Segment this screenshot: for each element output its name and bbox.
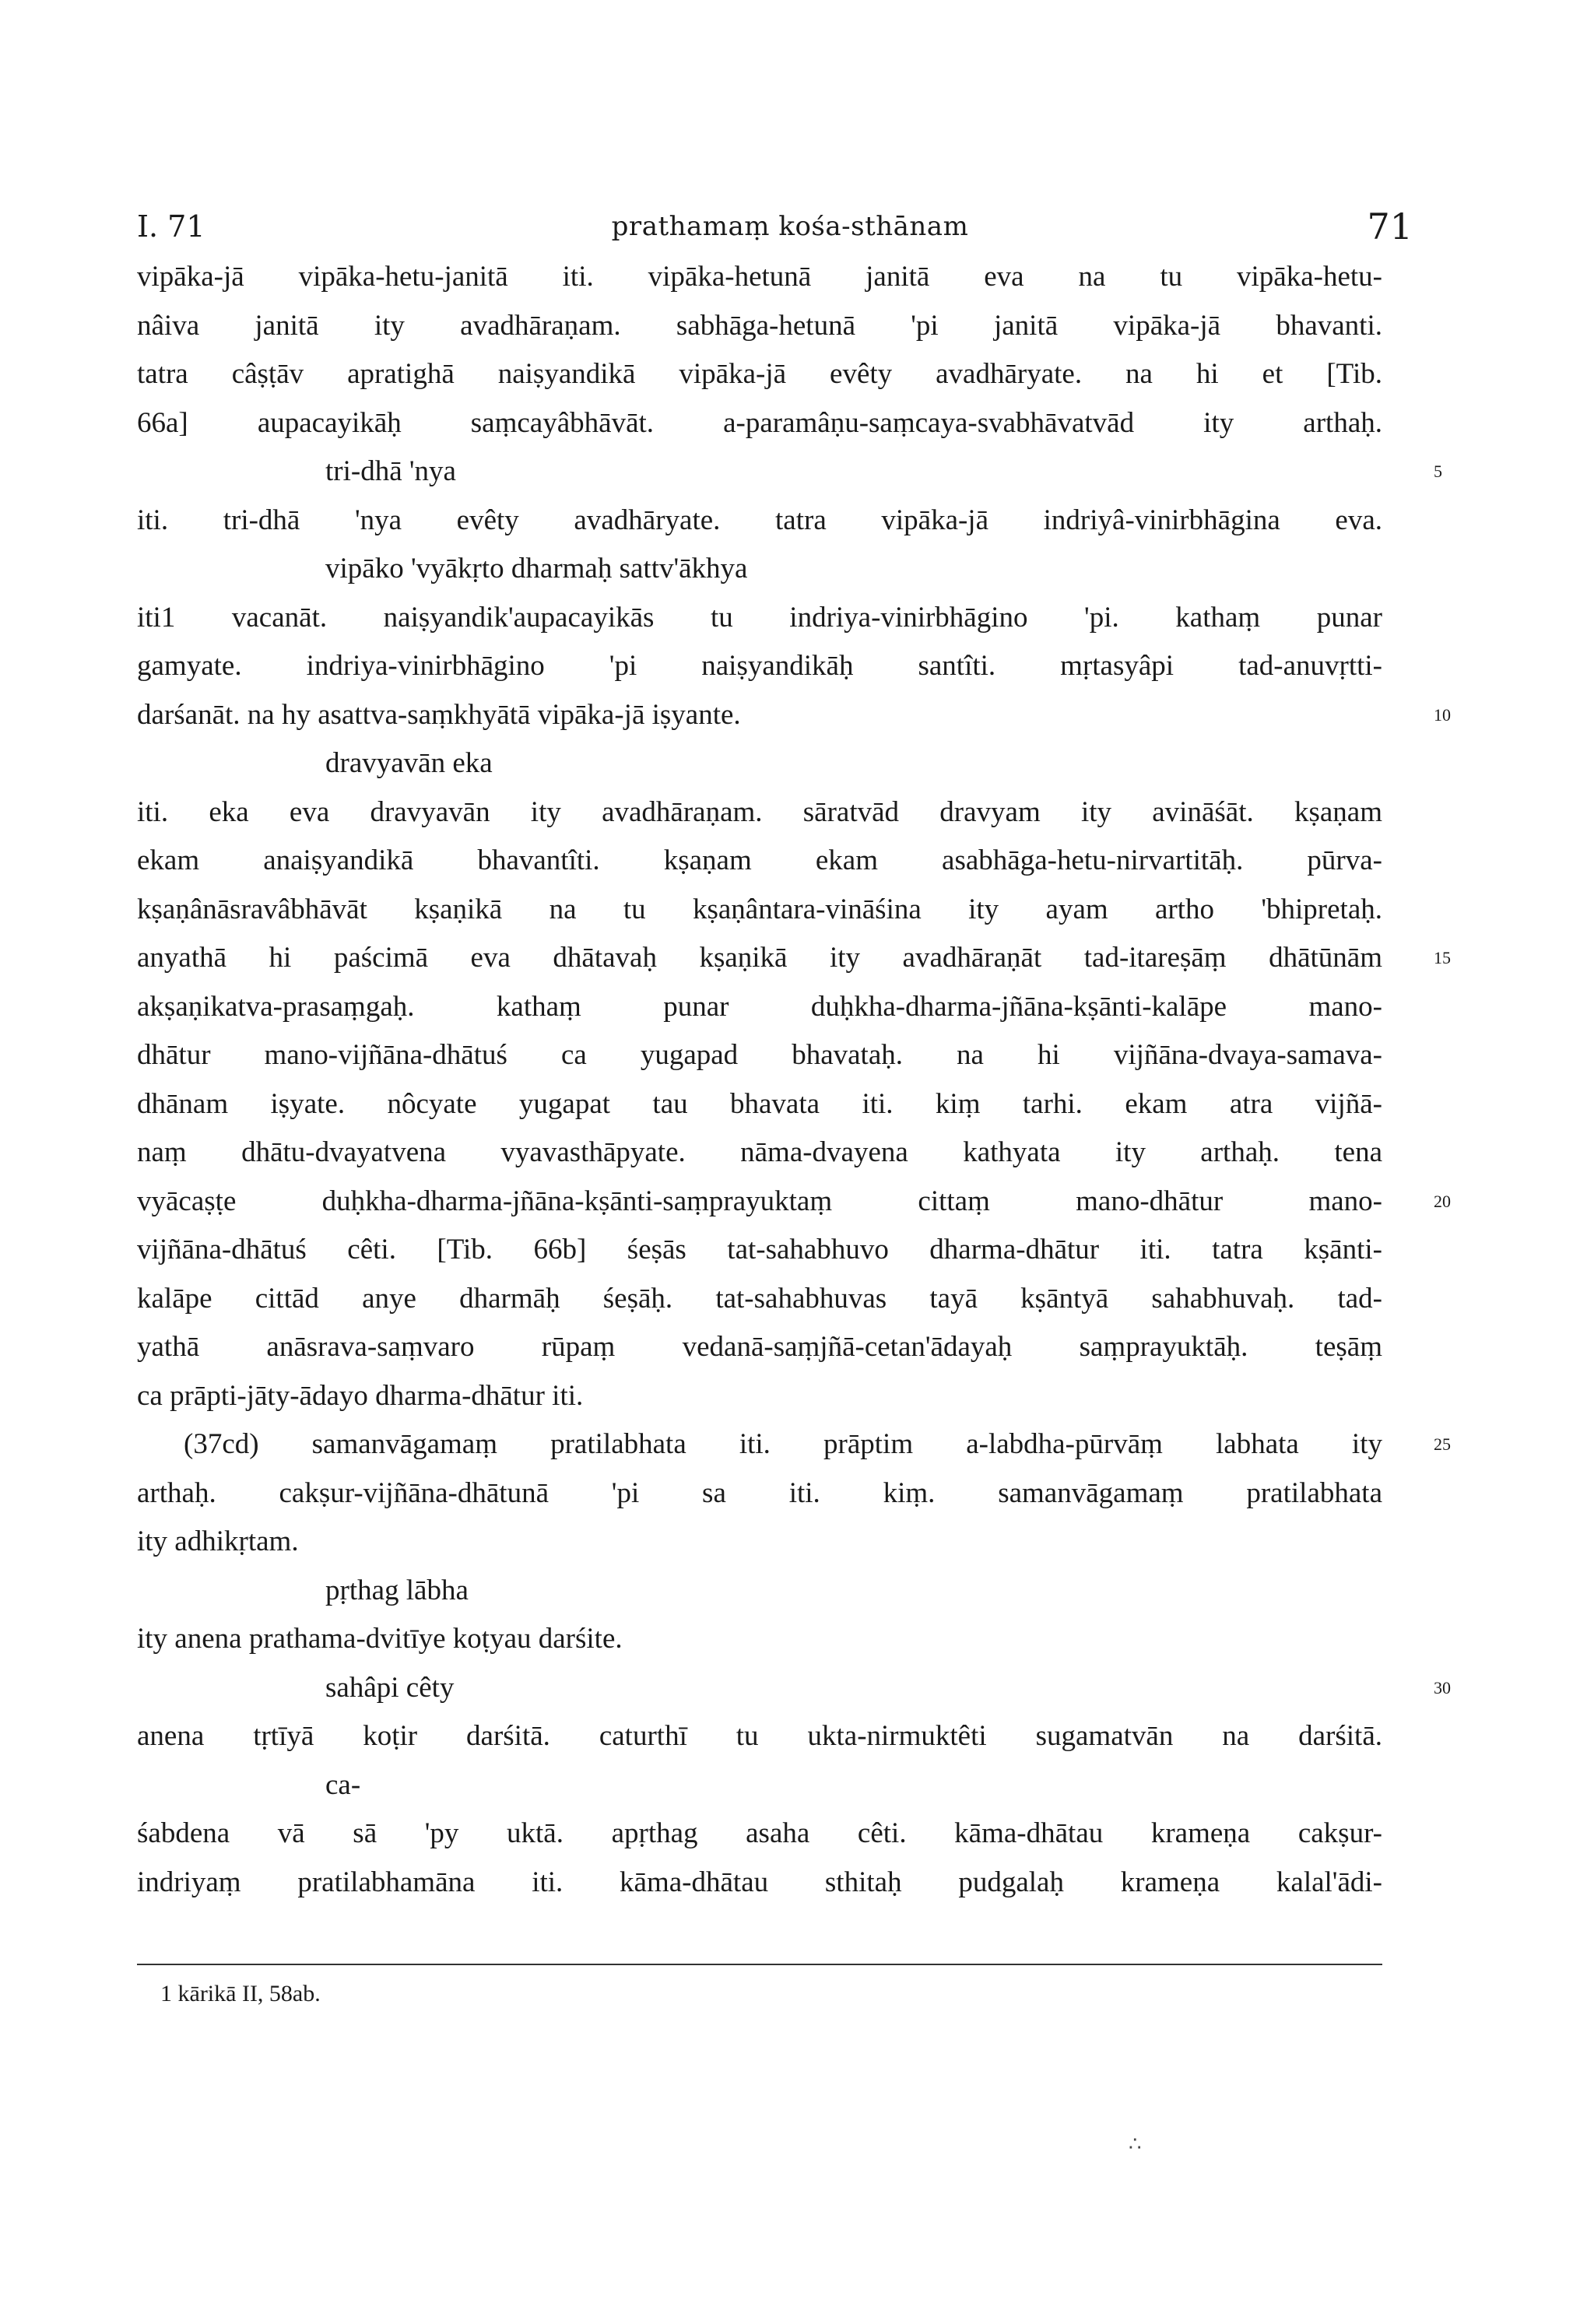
text-line: anyathā hi paścimā eva dhātavaḥ kṣaṇikā ity avadhāraṇāt tad-itareṣāṃ dhātūnām bbox=[137, 942, 1382, 974]
text-line: iti1 vacanāt. naiṣyandik'aupacayikās tu indriya-vinirbhāgino 'pi. kathaṃ punar bbox=[137, 601, 1382, 634]
line-number: 20 bbox=[1434, 1191, 1451, 1211]
text-line: nâiva janitā ity avadhāraṇam. sabhāga-hetunā 'pi janitā vipāka-jā bhavanti. bbox=[137, 309, 1382, 342]
text-line: ity adhikṛtam. bbox=[137, 1525, 299, 1557]
text-line: vijñāna-dhātuś cêti. [Tib. 66b] śeṣās tat-sahabhuvo dharma-dhātur iti. tatra kṣānti- bbox=[137, 1234, 1382, 1266]
text-line: ity anena prathama-dvitīye koṭyau darśite. bbox=[137, 1623, 623, 1655]
running-head-section: I. 71 bbox=[137, 209, 205, 244]
text-line: ekam anaiṣyandikā bhavantîti. kṣaṇam ekam asabhāga-hetu-nirvartitāḥ. pūrva- bbox=[137, 844, 1382, 876]
text-line: yathā anāsrava-saṃvaro rūpaṃ vedanā-saṃjñā-cetan'ādayaḥ saṃprayuktāḥ. teṣāṃ bbox=[137, 1331, 1382, 1363]
text-line: naṃ dhātu-dvayatvena vyavasthāpyate. nāma-dvayena kathyata ity arthaḥ. tena bbox=[137, 1136, 1382, 1168]
footnote: 1 kārikā II, 58ab. bbox=[160, 1981, 321, 2006]
text-line: akṣaṇikatva-prasaṃgaḥ. kathaṃ punar duḥkha-dharma-jñāna-kṣānti-kalāpe mano- bbox=[137, 990, 1382, 1023]
line-number: 5 bbox=[1434, 462, 1442, 481]
text-line: tatra câṣṭāv apratighā naiṣyandikā vipāka-jā evêty avadhāryate. na hi et [Tib. bbox=[137, 358, 1382, 390]
text-line: (37cd) samanvāgamaṃ pratilabhata iti. prāptim a-labdha-pūrvāṃ labhata ity bbox=[184, 1428, 1382, 1460]
line-number: 25 bbox=[1434, 1434, 1451, 1454]
text-line: indriyaṃ pratilabhamāna iti. kāma-dhātau sthitaḥ pudgalaḥ krameṇa kalal'ādi- bbox=[137, 1866, 1382, 1898]
line-number: 15 bbox=[1434, 948, 1451, 967]
text-line: tri-dhā 'nya bbox=[325, 455, 456, 487]
text-line: dhātur mano-vijñāna-dhātuś ca yugapad bhavataḥ. na hi vijñāna-dvaya-samava- bbox=[137, 1039, 1382, 1071]
text-line: gamyate. indriya-vinirbhāgino 'pi naiṣyandikāḥ santîti. mṛtasyâpi tad-anuvṛtti- bbox=[137, 650, 1382, 682]
text-line: arthaḥ. cakṣur-vijñāna-dhātunā 'pi sa iti. kiṃ. samanvāgamaṃ pratilabhata bbox=[137, 1476, 1382, 1509]
text-line: sahâpi cêty bbox=[325, 1671, 455, 1704]
text-line: kalāpe cittād anye dharmāḥ śeṣāḥ. tat-sahabhuvas tayā kṣāntyā sahabhuvaḥ. tad- bbox=[137, 1282, 1382, 1315]
text-line: anena tṛtīyā koṭir darśitā. caturthī tu ukta-nirmuktêti sugamatvān na darśitā. bbox=[137, 1720, 1382, 1752]
body-text bbox=[137, 253, 1382, 1907]
text-line: vyācaṣṭe duḥkha-dharma-jñāna-kṣānti-saṃprayuktaṃ cittaṃ mano-dhātur mano- bbox=[137, 1185, 1382, 1217]
text-line: ca prāpti-jāty-ādayo dharma-dhātur iti. bbox=[137, 1379, 584, 1412]
text-line: kṣaṇânāsravâbhāvāt kṣaṇikā na tu kṣaṇântara-vināśina ity ayam artho 'bhipretaḥ. bbox=[137, 893, 1382, 925]
text-line: dravyavān eka bbox=[325, 747, 493, 779]
running-head-title: prathamaṃ kośa-sthānam bbox=[611, 211, 969, 242]
text-line: vipāka-jā vipāka-hetu-janitā iti. vipāka-hetunā janitā eva na tu vipāka-hetu- bbox=[137, 261, 1382, 293]
text-line: pṛthag lābha bbox=[325, 1574, 469, 1606]
footnote-rule bbox=[137, 1964, 1382, 1965]
line-number: 10 bbox=[1434, 704, 1451, 725]
text-line: ca- bbox=[325, 1768, 361, 1801]
stray-mark: ∴ bbox=[1129, 2133, 1142, 2156]
text-line: śabdena vā sā 'py uktā. apṛthag asaha cêti. kāma-dhātau krameṇa cakṣur- bbox=[137, 1817, 1382, 1849]
text-line: vipāko 'vyākṛto dharmaḥ sattv'ākhya bbox=[325, 553, 748, 585]
text-line: iti. tri-dhā 'nya evêty avadhāryate. tatra vipāka-jā indriyâ-vinirbhāgina eva. bbox=[137, 504, 1382, 536]
page-number: 71 bbox=[1367, 205, 1413, 247]
text-line: darśanāt. na hy asattva-saṃkhyātā vipāka-jā iṣyante. bbox=[137, 698, 741, 731]
line-number: 30 bbox=[1434, 1677, 1451, 1697]
text-line: dhānam iṣyate. nôcyate yugapat tau bhavata iti. kiṃ tarhi. ekam atra vijñā- bbox=[137, 1087, 1382, 1120]
text-line: 66a] aupacayikāḥ saṃcayâbhāvāt. a-paramâṇu-saṃcaya-svabhāvatvād ity arthaḥ. bbox=[137, 406, 1382, 439]
text-line: iti. eka eva dravyavān ity avadhāraṇam. sāratvād dravyam ity avināśāt. kṣaṇam bbox=[137, 795, 1382, 828]
